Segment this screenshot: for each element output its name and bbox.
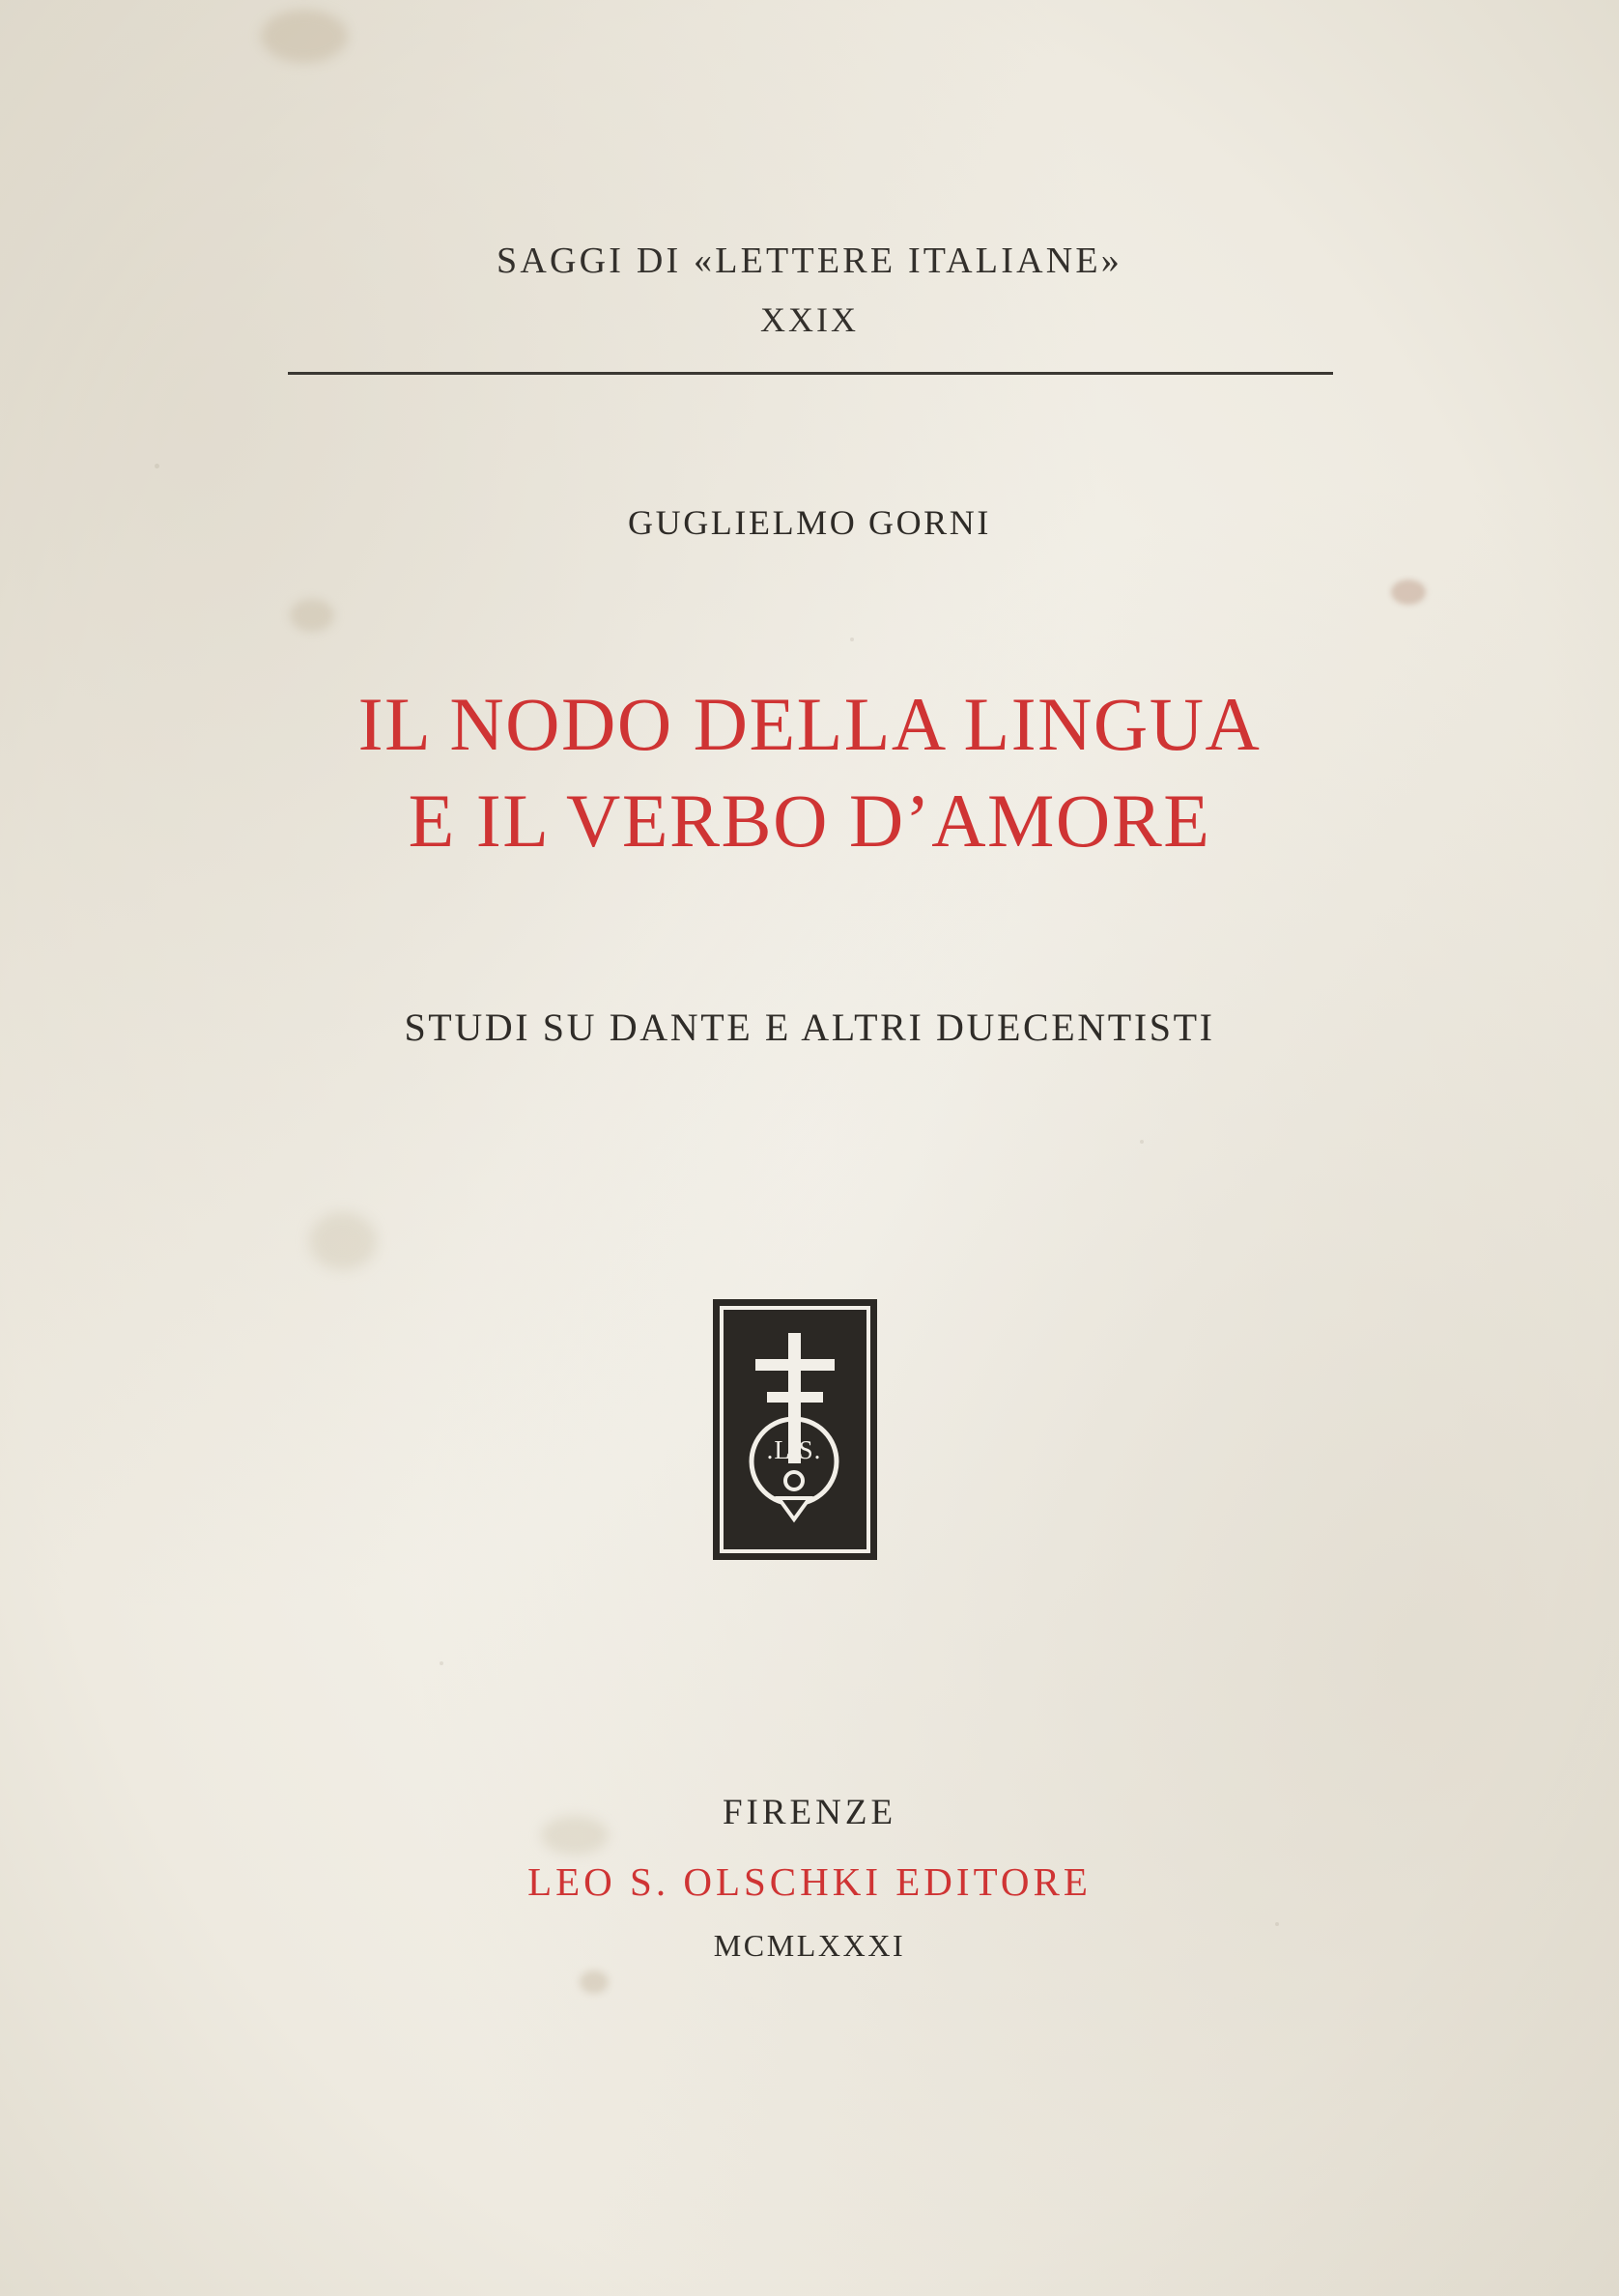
subtitle: STUDI SU DANTE E ALTRI DUECENTISTI [404,1006,1215,1049]
imprint-block [0,1792,1619,1964]
imprint-publisher: LEO S. OLSCHKI EDITORE [527,1859,1092,1904]
page-title [0,676,1619,869]
logo-monogram: .L.S. [766,1435,822,1464]
author-name: GUGLIELMO GORNI [628,503,991,542]
publisher-logo [713,1299,877,1560]
title-line-1: IL NODO DELLA LINGUA [357,682,1262,766]
title-line-2: E IL VERBO D’AMORE [408,778,1211,863]
imprint-year: MCMLXXXI [713,1928,906,1963]
olschki-mark-icon [713,1299,877,1560]
horizontal-rule [288,372,1333,375]
series-number: XXIX [760,300,859,339]
series-block [280,240,1339,340]
series-title: SAGGI DI «LETTERE ITALIANE» [497,241,1122,281]
imprint-city: FIRENZE [722,1793,897,1832]
